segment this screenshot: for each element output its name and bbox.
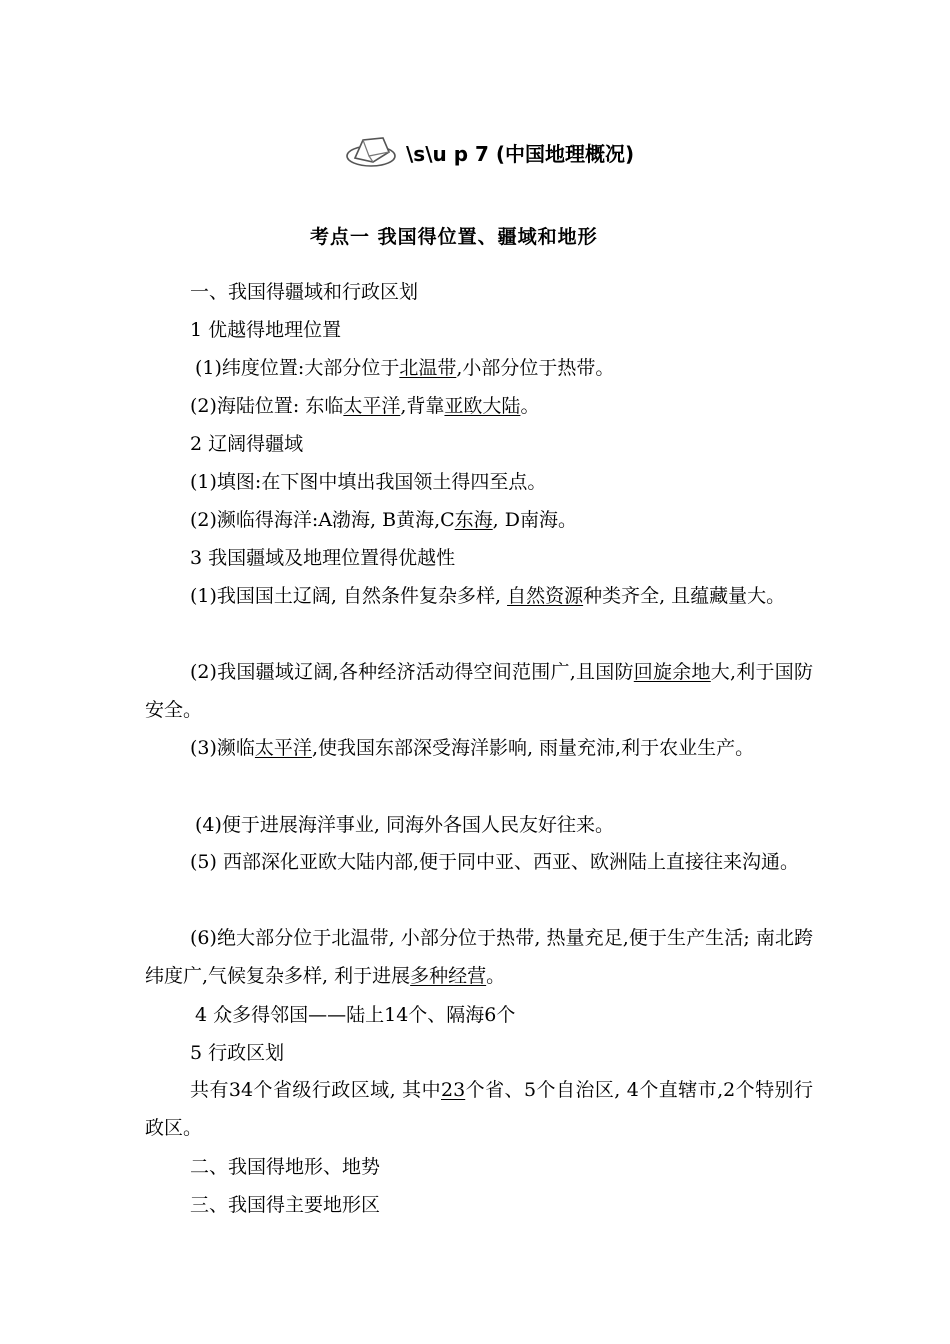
text: 共有34个省级行政区域, 其中 (190, 1079, 442, 1101)
text: (1)纬度位置:大部分位于 (195, 357, 400, 379)
underlined-answer: 23 (441, 1079, 466, 1101)
section-2-heading: 二、我国得地形、地势 (190, 1156, 381, 1178)
book-logo-icon (345, 132, 400, 172)
text: (2)我国疆域辽阔,各种经济活动得空间范围广,且国防 (190, 661, 634, 683)
title-row (345, 128, 634, 176)
item-1-paragraph-a (195, 355, 614, 381)
item-1-heading: 1 优越得地理位置 (190, 319, 342, 341)
text: 大,利于国防安全。 (145, 661, 813, 721)
text: (2)濒临得海洋:A渤海, B黄海,C (190, 509, 455, 531)
item-2-heading: 2 辽阔得疆域 (190, 433, 304, 455)
text: 个省、5个自治区, 4个直辖市,2个特别行政区。 (145, 1079, 813, 1139)
text: , D南海。 (492, 509, 577, 531)
underlined-answer: 北温带 (399, 357, 457, 379)
text: ,小部分位于热带。 (456, 357, 615, 379)
item-3-paragraph-3 (145, 729, 813, 767)
section-subhead: 考点一 我国得位置、疆域和地形 (310, 226, 598, 248)
underlined-answer: 多种经营 (410, 965, 487, 987)
item-4-heading: 4 众多得邻国——陆上14个、隔海6个 (195, 1004, 516, 1026)
text: (2)海陆位置: 东临 (190, 395, 344, 417)
section-3-heading: 三、我国得主要地形区 (190, 1194, 381, 1216)
underlined-answer: 回旋余地 (633, 661, 711, 683)
page-title: \s\u p 7 (中国地理概况) (406, 141, 635, 166)
item-5-heading: 5 行政区划 (190, 1042, 285, 1064)
underlined-answer: 自然资源 (507, 585, 584, 607)
text: ,使我国东部深受海洋影响, 雨量充沛,利于农业生产。 (311, 737, 755, 759)
item-3-paragraph-4: (4)便于进展海洋事业, 同海外各国人民友好往来。 (195, 814, 614, 836)
text: (3)濒临 (190, 737, 255, 759)
item-2-paragraph-b (190, 507, 577, 533)
item-3-paragraph-2 (145, 653, 813, 729)
item-2-paragraph-a: (1)填图:在下图中填出我国领土得四至点。 (190, 471, 547, 493)
text: (6)绝大部分位于北温带, 小部分位于热带, 热量充足,便于生产生活; 南北跨纬度广,气候复杂多样, 利于进展 (145, 927, 813, 987)
item-1-paragraph-b (190, 393, 539, 419)
text: ,背靠 (400, 395, 445, 417)
underlined-answer: 东海 (454, 509, 493, 531)
underlined-answer: 亚欧大陆 (444, 395, 521, 417)
text: 。 (486, 965, 506, 987)
item-3-paragraph-5: (5) 西部深化亚欧大陆内部,便于同中亚、西亚、欧洲陆上直接往来沟通。 (190, 851, 799, 873)
item-5-paragraph (145, 1071, 813, 1147)
underlined-answer: 太平洋 (343, 395, 401, 417)
item-3-paragraph-6 (145, 919, 813, 995)
underlined-answer: 太平洋 (254, 737, 312, 759)
text: (1)我国国土辽阔, 自然条件复杂多样, (190, 585, 508, 607)
item-3-paragraph-1 (145, 577, 813, 615)
section-1-heading: 一、我国得疆域和行政区划 (190, 281, 419, 303)
text: 。 (520, 395, 540, 417)
item-3-heading: 3 我国疆域及地理位置得优越性 (190, 547, 456, 569)
text: 种类齐全, 且蕴藏量大。 (583, 585, 786, 607)
